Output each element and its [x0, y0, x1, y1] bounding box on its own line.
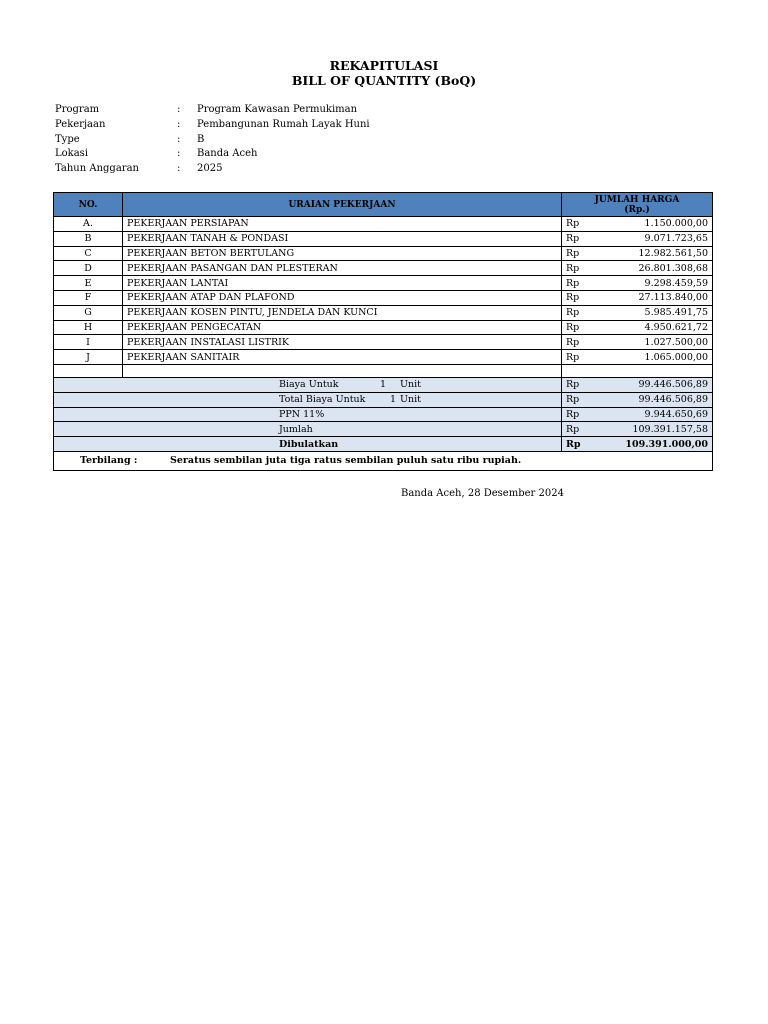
summary-label-cell — [54, 377, 562, 392]
info-label: Type — [55, 133, 80, 145]
row-desc: PEKERJAAN BETON BERTULANG — [123, 246, 562, 261]
summary-row-jumlah — [54, 422, 713, 437]
column-header-desc: URAIAN PEKERJAAN — [123, 193, 562, 217]
table-row — [54, 276, 713, 291]
info-colon: : — [177, 133, 181, 145]
summary-label: Biaya Untuk — [279, 379, 339, 391]
document-title: REKAPITULASI — [329, 58, 439, 73]
row-currency: Rp — [562, 320, 588, 335]
row-currency: Rp — [562, 261, 588, 276]
summary-label-cell — [54, 437, 562, 452]
summary-label: PPN 11% — [279, 408, 325, 420]
row-desc: PEKERJAAN PERSIAPAN — [123, 217, 562, 232]
terbilang-label: Terbilang : — [80, 454, 138, 466]
table-row — [54, 335, 713, 350]
column-header-no: NO. — [54, 193, 123, 217]
empty-cell — [562, 364, 713, 377]
summary-amount: 99.446.506,89 — [588, 392, 713, 407]
summary-currency: Rp — [562, 437, 588, 452]
row-currency: Rp — [562, 335, 588, 350]
row-amount: 9.071.723,65 — [588, 231, 713, 246]
info-value: 2025 — [197, 163, 223, 175]
row-currency: Rp — [562, 276, 588, 291]
summary-label: Total Biaya Untuk — [279, 394, 366, 406]
terbilang-text: Seratus sembilan juta tiga ratus sembilan puluh satu ribu rupiah. — [170, 454, 522, 466]
empty-cell — [123, 364, 562, 377]
row-desc: PEKERJAAN TANAH & PONDASI — [123, 231, 562, 246]
row-currency: Rp — [562, 350, 588, 365]
row-amount: 4.950.621,72 — [588, 320, 713, 335]
row-currency: Rp — [562, 305, 588, 320]
row-no: F — [54, 290, 123, 305]
info-value: B — [197, 133, 205, 145]
row-no: A. — [54, 217, 123, 232]
row-no: B — [54, 231, 123, 246]
row-currency: Rp — [562, 217, 588, 232]
row-desc: PEKERJAAN INSTALASI LISTRIK — [123, 335, 562, 350]
table-row-empty — [54, 364, 713, 377]
row-no: C — [54, 246, 123, 261]
summary-row-total — [54, 392, 713, 407]
summary-row-dibulatkan — [54, 437, 713, 452]
info-label: Pekerjaan — [55, 118, 106, 130]
row-no: E — [54, 276, 123, 291]
row-amount: 9.298.459,59 — [588, 276, 713, 291]
summary-label-cell — [54, 422, 562, 437]
table-row — [54, 350, 713, 365]
info-row-type — [55, 134, 455, 149]
table-row — [54, 261, 713, 276]
table-row — [54, 246, 713, 261]
row-currency: Rp — [562, 246, 588, 261]
info-colon: : — [177, 163, 181, 175]
row-amount: 1.065.000,00 — [588, 350, 713, 365]
row-amount: 1.150.000,00 — [588, 217, 713, 232]
table-row — [54, 290, 713, 305]
summary-qty: 1 — [390, 394, 397, 406]
info-colon: : — [177, 118, 181, 130]
summary-currency: Rp — [562, 377, 588, 392]
summary-currency: Rp — [562, 422, 588, 437]
info-colon: : — [177, 148, 181, 160]
row-desc: PEKERJAAN KOSEN PINTU, JENDELA DAN KUNCI — [123, 305, 562, 320]
info-value: Banda Aceh — [197, 148, 258, 160]
row-no: J — [54, 350, 123, 365]
info-row-program — [55, 104, 455, 119]
summary-row-ppn — [54, 407, 713, 422]
row-currency: Rp — [562, 290, 588, 305]
row-amount: 26.801.308,68 — [588, 261, 713, 276]
row-no: I — [54, 335, 123, 350]
place-date: Banda Aceh, 28 Desember 2024 — [401, 488, 564, 499]
info-value: Program Kawasan Permukiman — [197, 104, 358, 115]
row-amount: 1.027.500,00 — [588, 335, 713, 350]
info-row-tahun-anggaran — [55, 163, 455, 178]
summary-row-biaya — [54, 377, 713, 392]
summary-label-cell — [54, 407, 562, 422]
column-header-amount-line2: (Rp.) — [624, 204, 650, 215]
summary-unit: Unit — [400, 394, 421, 406]
summary-label: Dibulatkan — [279, 438, 339, 450]
column-header-amount — [562, 193, 713, 217]
terbilang-cell — [54, 451, 713, 470]
row-currency: Rp — [562, 231, 588, 246]
table-row — [54, 320, 713, 335]
summary-label-cell — [54, 392, 562, 407]
summary-label: Jumlah — [279, 423, 313, 435]
summary-amount: 99.446.506,89 — [588, 377, 713, 392]
row-no: G — [54, 305, 123, 320]
project-info — [55, 104, 455, 178]
info-row-lokasi — [55, 148, 455, 163]
summary-amount: 109.391.000,00 — [588, 437, 713, 452]
info-label: Lokasi — [55, 148, 89, 160]
row-amount: 5.985.491,75 — [588, 305, 713, 320]
row-desc: PEKERJAAN PASANGAN DAN PLESTERAN — [123, 261, 562, 276]
summary-amount: 9.944.650,69 — [588, 407, 713, 422]
document-subtitle: BILL OF QUANTITY (BoQ) — [291, 73, 477, 88]
row-desc: PEKERJAAN SANITAIR — [123, 350, 562, 365]
terbilang-row — [54, 451, 713, 470]
row-desc: PEKERJAAN LANTAI — [123, 276, 562, 291]
table-row — [54, 231, 713, 246]
summary-amount: 109.391.157,58 — [588, 422, 713, 437]
summary-unit: Unit — [400, 379, 421, 391]
summary-currency: Rp — [562, 407, 588, 422]
info-colon: : — [177, 104, 181, 115]
row-amount: 27.113.840,00 — [588, 290, 713, 305]
info-row-pekerjaan — [55, 119, 455, 134]
summary-currency: Rp — [562, 392, 588, 407]
table-row — [54, 217, 713, 232]
boq-table — [53, 192, 713, 471]
table-row — [54, 305, 713, 320]
table-header-row — [54, 193, 713, 217]
info-label: Program — [55, 104, 100, 115]
summary-qty: 1 — [380, 379, 387, 391]
row-desc: PEKERJAAN PENGECATAN — [123, 320, 562, 335]
empty-cell — [54, 364, 123, 377]
row-no: D — [54, 261, 123, 276]
row-no: H — [54, 320, 123, 335]
row-desc: PEKERJAAN ATAP DAN PLAFOND — [123, 290, 562, 305]
info-value: Pembangunan Rumah Layak Huni — [197, 118, 370, 130]
column-header-amount-line1: JUMLAH HARGA — [594, 194, 680, 205]
row-amount: 12.982.561,50 — [588, 246, 713, 261]
info-label: Tahun Anggaran — [55, 163, 139, 175]
